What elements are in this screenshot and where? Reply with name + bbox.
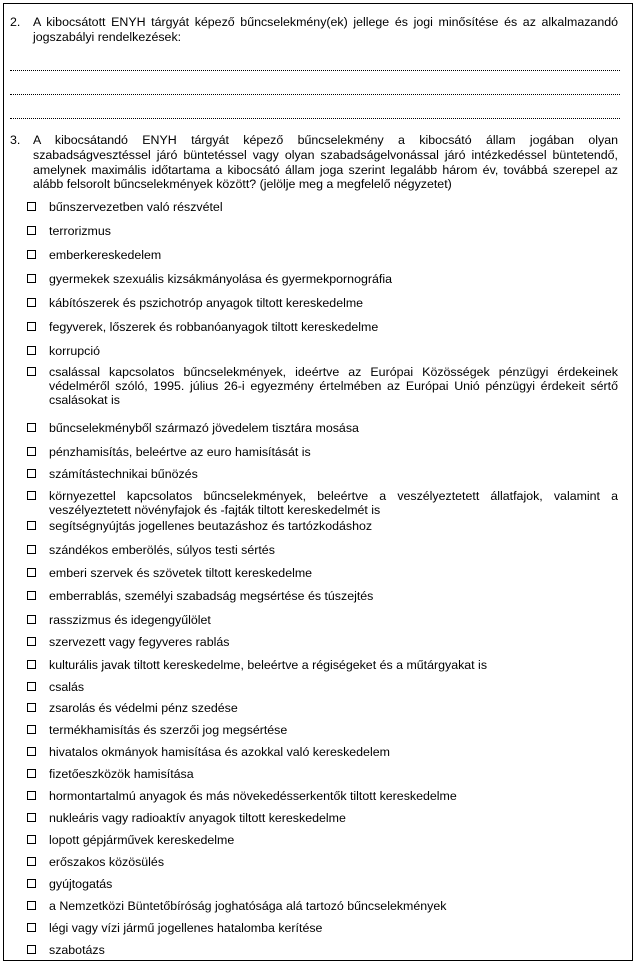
checkbox-label: szabotázs [49,943,105,957]
answer-line-3[interactable] [10,118,620,119]
checkbox-item[interactable] [27,344,618,358]
checkbox-label: számítástechnikai bűnözés [49,467,198,481]
checkbox-label: kábítószerek és pszichotróp anyagok tiltott kereskedelme [49,296,364,310]
checkbox-label: nukleáris vagy radioaktív anyagok tiltott kereskedelme [49,811,346,825]
checkbox-label: bűnszervezetben való részvétel [49,200,223,214]
checkbox[interactable] [27,879,36,888]
checkbox-item[interactable] [27,921,618,935]
checkbox-item[interactable] [27,543,618,557]
checkbox[interactable] [27,769,36,778]
checkbox-label: terrorizmus [49,224,111,238]
section-2 [10,15,618,45]
checkbox-item[interactable] [27,701,618,715]
checkbox[interactable] [27,637,36,646]
checkbox[interactable] [27,226,36,235]
checkbox-label: csalással kapcsolatos bűncselekmények, ideértve az Európai Közösségek pénzügyi érdekeinek védelméről szóló, 1995. július 26-i egyezmény értelmében az Európai Unió pénzügyi érdekeit sértő csalásokat is [49,365,618,408]
checkbox-item[interactable] [27,320,618,334]
checkbox-item[interactable] [27,445,618,459]
checkbox[interactable] [27,447,36,456]
checkbox[interactable] [27,923,36,932]
checkbox-item[interactable] [27,943,618,957]
checkbox-item[interactable] [27,467,618,481]
checkbox[interactable] [27,250,36,259]
checkbox-item[interactable] [27,200,618,214]
checkbox-label: gyermekek szexuális kizsákmányolása és gyermekpornográfia [49,272,392,286]
checkbox-label: szándékos emberölés, súlyos testi sértés [49,543,275,557]
checkbox[interactable] [27,322,36,331]
checkbox[interactable] [27,367,36,376]
checkbox-label: légi vagy vízi jármű jogellenes hatalomba kerítése [49,921,323,935]
checkbox-item[interactable] [27,767,618,781]
checkbox-label: korrupció [49,344,100,358]
checkbox-item[interactable] [27,745,618,759]
checkbox-label: pénzhamisítás, beleértve az euro hamisítását is [49,445,311,459]
checkbox[interactable] [27,703,36,712]
checkbox-label: rasszizmus és idegengyűlölet [49,613,211,627]
checkbox-item[interactable] [27,680,618,694]
checkbox-item[interactable] [27,589,618,603]
checkbox[interactable] [27,491,36,500]
checkbox[interactable] [27,545,36,554]
checkbox[interactable] [27,568,36,577]
answer-line-1[interactable] [10,70,620,71]
checkbox-label: hivatalos okmányok hamisítása és azokkal való kereskedelem [49,745,390,759]
checkbox-label: a Nemzetközi Büntetőbíróság joghatósága alá tartozó bűncselekmények [49,899,447,913]
checkbox-label: zsarolás és védelmi pénz szedése [49,701,238,715]
checkbox-item[interactable] [27,613,618,627]
checkbox-label: segítségnyújtás jogellenes beutazáshoz és tartózkodáshoz [49,519,373,533]
checkbox-item[interactable] [27,899,618,913]
checkbox-item[interactable] [27,658,618,672]
checkbox-item[interactable] [27,833,618,847]
checkbox-item[interactable] [27,489,618,517]
checkbox-label: emberi szervek és szövetek tiltott kereskedelme [49,566,313,580]
checkbox-label: fegyverek, lőszerek és robbanóanyagok tiltott kereskedelme [49,320,379,334]
checkbox-label: környezettel kapcsolatos bűncselekmények, beleértve a veszélyeztetett állatfajok, valamint a veszélyeztetett növényfajok és -fajták tiltott kereskedelmét is [49,489,618,518]
checkbox-item[interactable] [27,296,618,310]
checkbox[interactable] [27,901,36,910]
checkbox[interactable] [27,202,36,211]
form-page [3,3,633,961]
checkbox-item[interactable] [27,811,618,825]
checkbox[interactable] [27,274,36,283]
checkbox-label: gyújtogatás [49,877,113,891]
checkbox-label: csalás [49,680,85,694]
checkbox[interactable] [27,591,36,600]
checkbox-label: emberkereskedelem [49,248,162,262]
checkbox[interactable] [27,682,36,691]
section-3-number: 3. [10,133,21,147]
checkbox-label: szervezett vagy fegyveres rablás [49,635,230,649]
checkbox-item[interactable] [27,723,618,737]
checkbox[interactable] [27,469,36,478]
section-3-text: A kibocsátandó ENYH tárgyát képező bűncselekmény a kibocsátó állam jogában olyan szabadságvesztéssel járó büntetéssel vagy olyan szabadságelvonással járó intézkedéssel büntetendő, amelynek maximális időtartama a kibocsátó állam joga szerint legalább három év, továbbá szerepel az alább felsorolt bűncselekmények között? (jelölje meg a megfelelő négyzetet) [33,133,618,192]
checkbox-item[interactable] [27,635,618,649]
section-2-text: A kibocsátott ENYH tárgyát képező bűncselekmény(ek) jellege és jogi minősítése és az alkalmazandó jogszabályi rendelkezések: [33,15,618,44]
checkbox[interactable] [27,615,36,624]
checkbox-label: kulturális javak tiltott kereskedelme, beleértve a régiségeket és a műtárgyakat is [49,658,488,672]
checkbox-label: fizetőeszközök hamisítása [49,767,194,781]
checkbox[interactable] [27,346,36,355]
checkbox-label: emberrablás, személyi szabadság megsértése és túszejtés [49,589,374,603]
checkbox-label: termékhamisítás és szerzői jog megsértése [49,723,288,737]
checkbox[interactable] [27,423,36,432]
checkbox[interactable] [27,521,36,530]
checkbox-item[interactable] [27,789,618,803]
answer-line-2[interactable] [10,94,620,95]
checkbox[interactable] [27,835,36,844]
checkbox[interactable] [27,298,36,307]
checkbox[interactable] [27,660,36,669]
checkbox-item[interactable] [27,519,618,533]
checkbox[interactable] [27,945,36,954]
checkbox[interactable] [27,813,36,822]
checkbox-label: hormontartalmú anyagok és más növekedésserkentők tiltott kereskedelme [49,789,457,803]
checkbox-label: lopott gépjárművek kereskedelme [49,833,235,847]
checkbox-item[interactable] [27,365,618,408]
checkbox-item[interactable] [27,566,618,580]
checkbox-item[interactable] [27,877,618,891]
checkbox[interactable] [27,857,36,866]
section-3 [10,133,618,192]
checkbox[interactable] [27,747,36,756]
checkbox-label: erőszakos közösülés [49,855,165,869]
checkbox-item[interactable] [27,272,618,286]
checkbox[interactable] [27,725,36,734]
checkbox[interactable] [27,791,36,800]
checkbox-label: bűncselekményből származó jövedelem tisztára mosása [49,421,359,435]
checkbox-item[interactable] [27,248,618,262]
checkbox-item[interactable] [27,224,618,238]
checkbox-item[interactable] [27,421,618,435]
section-2-number: 2. [10,15,21,29]
checkbox-item[interactable] [27,855,618,869]
